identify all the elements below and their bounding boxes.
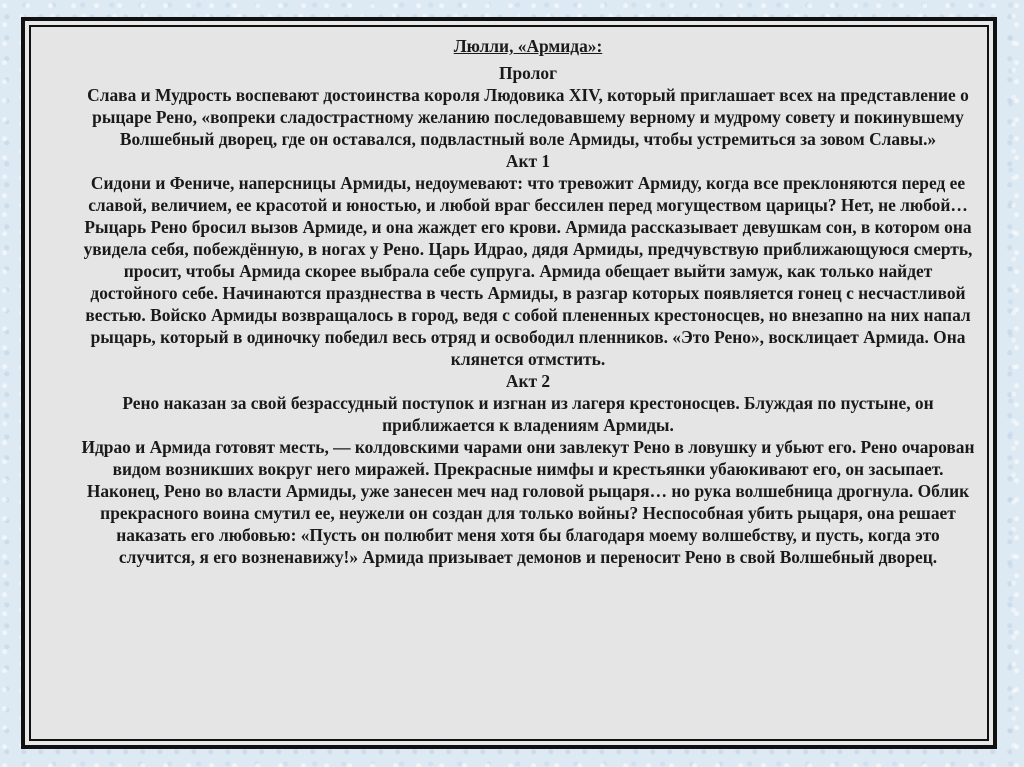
act2-text-part2: Идрао и Армида готовят месть, — колдовскими чарами они завлекут Рено в ловушку и убьют его. Рено очарован видом возникших вокруг него миражей. Прекрасные нимфы и крестьянки убаюкивают его, он засыпает. Наконец, Рено во власти Армиды, уже занесен меч над головой рыцаря… но рука волшебница дрогнула. Облик прекрасного воина смутил ее, неужели он создан для только войны? Неспособная убить рыцаря, она решает наказать его любовью: «Пусть он полюбит меня хотя бы благодаря моему волшебству, и пусть, когда это случится, я его возненавижу!» Армида призывает демонов и переносит Рено в свой Волшебный дворец. [81, 437, 975, 567]
act2-text-part1: Рено наказан за свой безрассудный поступок и изгнан из лагеря крестоносцев. Блуждая по пустыне, он приближается к владениям Армиды. [122, 393, 934, 435]
document-body [81, 35, 975, 568]
slide-frame-inner [29, 25, 989, 741]
slide-frame-outer [21, 17, 997, 749]
prologue-heading: Пролог [498, 63, 557, 83]
act2-heading: Акт 2 [505, 371, 551, 391]
prologue-text: Слава и Мудрость воспевают достоинства короля Людовика XIV, который приглашает всех на представление о рыцаре Рено, «вопреки сладострастному желанию последовавшему верному и мудрому совету и покинувшему Волшебный дворец, где он оставался, подвластный воле Армиды, чтобы устремиться за зовом Славы.» [87, 85, 969, 149]
document-title: Люлли, «Армида»: [453, 36, 603, 56]
act1-heading: Акт 1 [505, 151, 551, 171]
act1-text: Сидони и Фениче, наперсницы Армиды, недоумевают: что тревожит Армиду, когда все преклоняются перед ее славой, величием, ее красотой и юностью, и любой враг бессилен перед могуществом царицы? Нет, не любой… Рыцарь Рено бросил вызов Армиде, и она жаждет его крови. Армида рассказывает девушкам сон, в котором она увидела себя, побеждённую, в ногах у Рено. Царь Идрао, дядя Армиды, предчувствую приближающуюся смерть, просит, чтобы Армида скорее выбрала себе супруга. Армида обещает выйти замуж, как только найдет достойного себе. Начинаются празднества в честь Армиды, в разгар которых появляется гонец с несчастливой вестью. Войско Армиды возвращалось в город, ведя с собой плененных крестоносцев, но внезапно на них напал рыцарь, который в одиночку победил весь отряд и освободил пленников. «Это Рено», восклицает Армида. Она клянется отмстить. [83, 173, 973, 369]
